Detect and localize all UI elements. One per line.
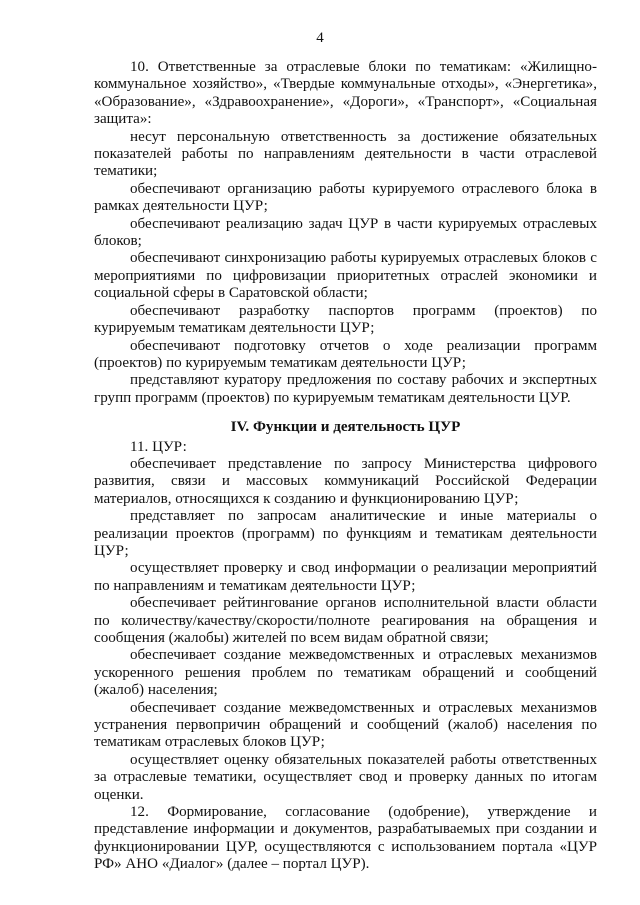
page-number: 4 [316,30,324,46]
paragraph-duty-responsibility: несут персональную ответственность за достижение обязательных показателей работы по направлениям деятельности в части отраслевой тематики; [94,128,597,180]
paragraph-11-intro: 11. ЦУР: [130,438,187,455]
paragraph-duty-passports: обеспечивают разработку паспортов программ (проектов) по курируемым тематикам деятельности ЦУР; [94,302,597,337]
document-body [94,59,597,874]
paragraph-12: 12. Формирование, согласование (одобрение), утверждение и представление информации и документов, разрабатываемых при создании и функционировании ЦУР, осуществляются с использованием портала «ЦУР РФ» АНО «Диалог» (далее – портал ЦУР). [94,804,597,873]
paragraph-function-verification: осуществляет проверку и свод информации о реализации мероприятий по направлениям и тематикам деятельности ЦУР; [94,560,597,594]
paragraph-function-rating: обеспечивает рейтингование органов исполнительной власти области по количеству/качеству/скорости/полноте реагирования на обращения и сообщения (жалобы) жителей по всем видам обратной связи; [94,595,597,646]
paragraph-duty-tasks: обеспечивают реализацию задач ЦУР в части курируемых отраслевых блоков; [94,215,597,250]
paragraph-duty-synchronization: обеспечивают синхронизацию работы курируемых отраслевых блоков с мероприятиями по цифровизации приоритетных отраслей экономики и социальной сферы в Саратовской области; [94,250,597,302]
paragraph-duty-proposals: представляют куратору предложения по составу рабочих и экспертных групп программ (проектов) по курируемым тематикам деятельности ЦУР. [94,372,597,406]
paragraph-function-root-causes: обеспечивает создание межведомственных и отраслевых механизмов устранения первопричин обращений и сообщений (жалоб) населения по тематикам отраслевых блоков ЦУР; [94,699,597,751]
section-heading: IV. Функции и деятельность ЦУР [230,419,461,436]
paragraph-duty-reports: обеспечивают подготовку отчетов о ходе реализации программ (проектов) по курируемым тематикам деятельности ЦУР; [94,337,597,371]
paragraph-function-materials: обеспечивает представление по запросу Министерства цифрового развития, связи и массовых коммуникаций Российской Федерации материалов, относящихся к созданию и функционированию ЦУР; [94,455,597,507]
paragraph-function-evaluation: осуществляет оценку обязательных показателей работы ответственных за отраслевые тематики, осуществляет свод и проверку данных по итогам оценки. [94,751,597,803]
paragraph-duty-organization: обеспечивают организацию работы курируемого отраслевого блока в рамках деятельности ЦУР; [94,180,597,215]
paragraph-function-analytics: представляет по запросам аналитические и иные материалы о реализации проектов (программ) по функциям и тематикам деятельности ЦУР; [94,508,597,559]
paragraph-function-accelerated-solving: обеспечивает создание межведомственных и отраслевых механизмов ускоренного решения проблем по тематикам обращений и сообщений (жалоб) населения; [94,647,597,699]
paragraph-10-intro: 10. Ответственные за отраслевые блоки по тематикам: «Жилищно-коммунальное хозяйство», «Твердые коммунальные отходы», «Энергетика», «Образование», «Здравоохранение», «Дороги», «Транспорт», «Социальная защита»: [94,59,597,128]
